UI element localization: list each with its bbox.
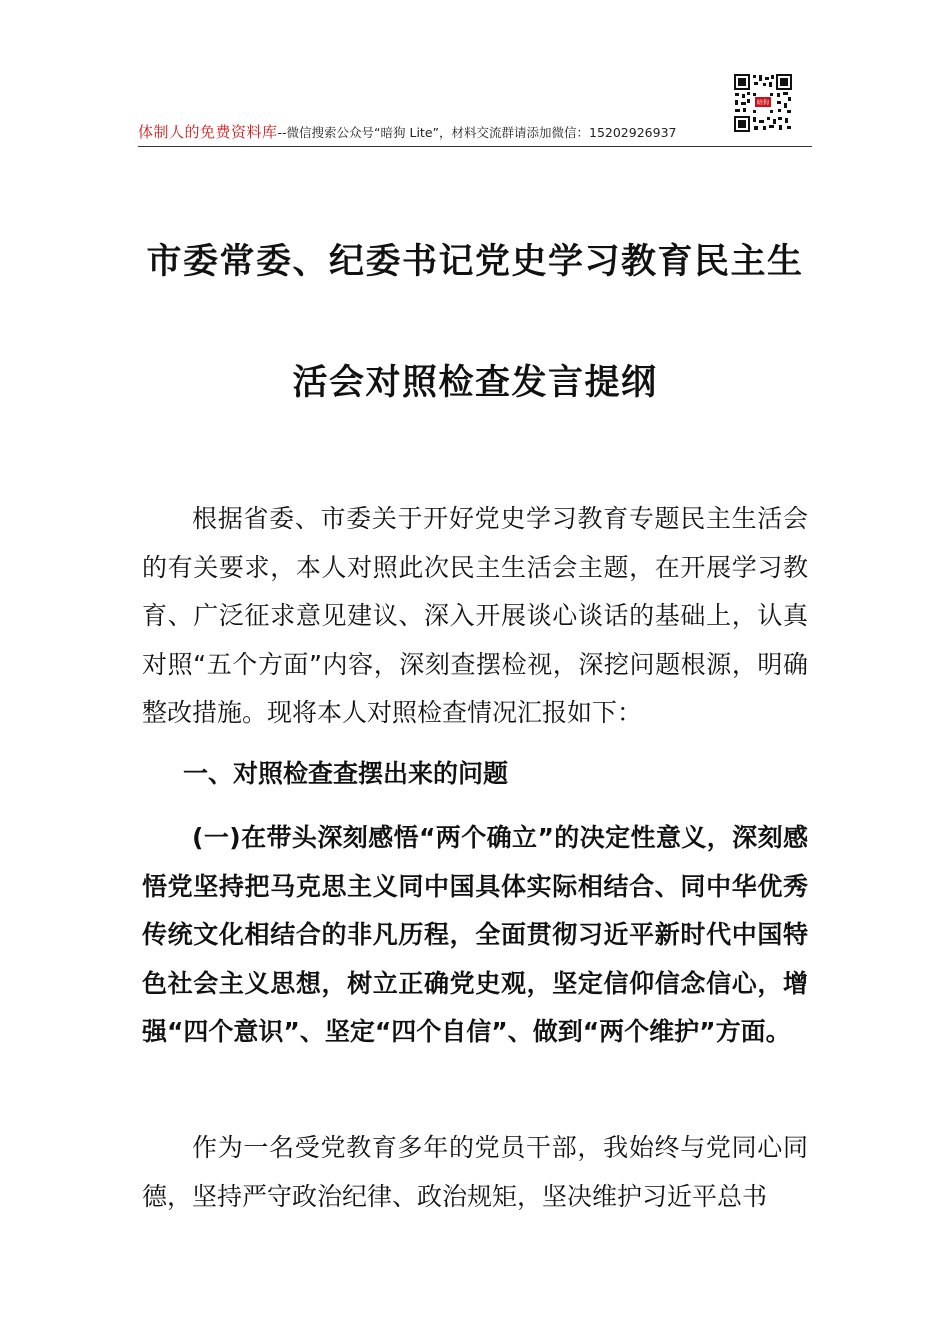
- document-title-line2: 活会对照检查发言提纲: [292, 363, 658, 403]
- header-divider: [138, 146, 812, 147]
- subsection-1: [142, 814, 808, 1057]
- header-brand: 体制人的免费资料库: [138, 123, 278, 141]
- qr-center-label: 暗狗: [756, 99, 770, 107]
- paragraph-2-text: 作为一名受党教育多年的党员干部，我始终与党同心同德，坚持严守政治纪律、政治规矩，坚决维护习近平总书: [142, 1133, 808, 1211]
- intro-text: 根据省委、市委关于开好党史学习教育专题民主生活会的有关要求，本人对照此次民主生活会主题，在开展学习教育、广泛征求意见建议、深入开展谈心谈话的基础上，认真对照“五个方面”内容，深刻查摆检视，深挖问题根源，明确整改措施。现将本人对照检查情况汇报如下：: [142, 504, 808, 727]
- header-info: --微信搜索公众号“暗狗 Lite”，材料交流群请添加微信：15202926937: [277, 125, 677, 140]
- paragraph-2: [142, 1124, 808, 1221]
- intro-paragraph: [142, 495, 808, 738]
- document-title-line1: 市委常委、纪委书记党史学习教育民主生: [146, 242, 804, 282]
- qr-code-icon: [733, 73, 793, 133]
- page-header: [138, 121, 810, 145]
- subsection-1-text: (一)在带头深刻感悟“两个确立”的决定性意义，深刻感悟党坚持把马克思主义同中国具体实际相结合、同中华优秀传统文化相结合的非凡历程，全面贯彻习近平新时代中国特色社会主义思想，树立正确党史观，坚定信仰信念信心，增强“四个意识”、坚定“四个自信”、做到“两个维护”方面。: [142, 823, 808, 1046]
- section-heading-1: 一、对照检查查摆出来的问题: [183, 759, 509, 788]
